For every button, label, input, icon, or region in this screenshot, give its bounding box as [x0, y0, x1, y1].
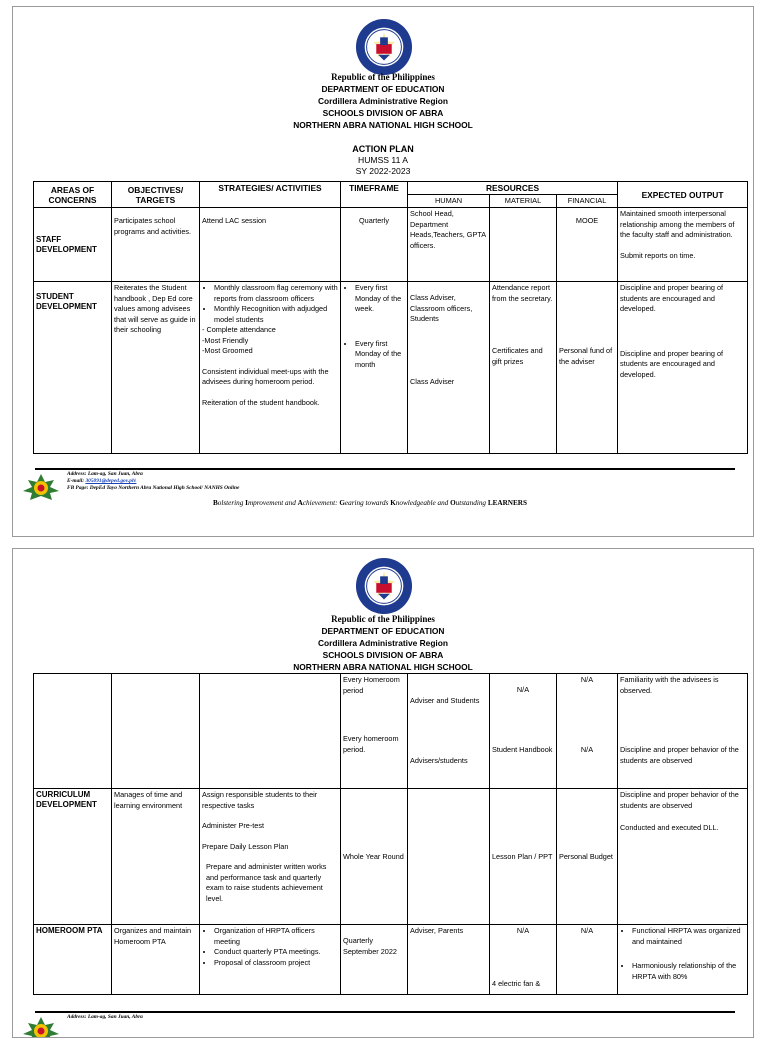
school-logo-icon: [21, 1015, 61, 1038]
financial-cell: MOOE: [557, 208, 618, 282]
header-department: DEPARTMENT OF EDUCATION: [321, 626, 445, 636]
footer-contact: [67, 471, 239, 492]
financial-cell: N/A: [557, 925, 618, 995]
strategy-line: - Complete attendance: [202, 325, 276, 334]
plan-year: SY 2022-2023: [355, 166, 411, 176]
footer-fb-page: FB Page: DepEd Tayo Northern Abra National High School/ NANHS Online: [67, 485, 240, 491]
strategy-bullet: • Monthly classroom flag ceremony with reports from classroom officers: [214, 283, 338, 304]
strategy-bullet: • Organization of HRPTA officers meeting: [214, 926, 338, 947]
col-material: MATERIAL: [490, 195, 557, 208]
objective-cell: [112, 674, 200, 789]
area-cell: STAFF DEVELOPMENT: [34, 208, 112, 282]
deped-seal-icon: [355, 18, 413, 76]
human-cell: [408, 282, 490, 454]
timeframe-cell: [341, 925, 408, 995]
material-cell: [490, 789, 557, 925]
header-division: SCHOOLS DIVISION OF ABRA: [322, 650, 444, 660]
output-cell: [618, 789, 748, 925]
table-row: [34, 282, 748, 454]
human-cell: [408, 674, 490, 789]
col-objectives: OBJECTIVES/ TARGETS: [112, 182, 200, 208]
output-text: Submit reports on time.: [620, 250, 696, 260]
document-header: [13, 71, 753, 131]
strategy-bullet: • Proposal of classroom project: [214, 958, 338, 969]
timeframe-cell: [341, 282, 408, 454]
footer-email-link[interactable]: 305091@deped.gov.ph\: [85, 478, 137, 484]
footer-address: Address: Lam-ag, San Juan, Abra: [67, 471, 143, 477]
objective-cell: Manages of time and learning environment: [112, 789, 200, 925]
output-text: Maintained smooth interpersonal relationship among the members of the faculty staff and administration.: [620, 209, 735, 239]
strategy-cell: [200, 789, 341, 925]
footer-address: Address: Lam-ag, San Juan, Abra: [67, 1014, 143, 1020]
timeframe-cell: [341, 674, 408, 789]
school-logo-icon: [21, 472, 61, 502]
header-department: DEPARTMENT OF EDUCATION: [321, 84, 445, 94]
footer-contact: [67, 1014, 143, 1021]
material-text: Attendance report from the secretary.: [492, 283, 553, 303]
material-cell: [490, 925, 557, 995]
timeframe-text: Whole Year Round: [343, 852, 404, 861]
timeframe-text: Every Homeroom period: [343, 675, 400, 695]
strategy-cell: [200, 674, 341, 789]
area-cell: CURRICULUM DEVELOPMENT: [34, 789, 112, 925]
timeframe-bullet: • Every first Monday of the month: [355, 339, 405, 371]
timeframe-text: Quarterly September 2022: [343, 936, 397, 956]
table-row: [34, 208, 748, 282]
material-cell: [490, 674, 557, 789]
strategy-line: Assign responsible students to their respective tasks: [202, 790, 318, 810]
output-cell: [618, 282, 748, 454]
timeframe-cell: Quarterly: [341, 208, 408, 282]
material-text: Student Handbook: [492, 744, 553, 754]
objective-cell: Participates school programs and activities.: [112, 208, 200, 282]
financial-text: Personal Budget: [559, 852, 613, 861]
area-cell: [34, 674, 112, 789]
financial-text: N/A: [580, 675, 594, 684]
output-cell: [618, 674, 748, 789]
output-text: Discipline and proper bearing of students are encouraged and developed.: [620, 348, 724, 379]
header-region: Cordillera Administrative Region: [318, 96, 448, 106]
area-cell: STUDENT DEVELOPMENT: [34, 282, 112, 454]
col-human: HUMAN: [408, 195, 490, 208]
plan-strand: HUMSS 11 A: [358, 155, 408, 165]
header-republic: Republic of the Philippines: [331, 72, 435, 82]
strategy-bullet: • Monthly Recognition with adjudged model students: [214, 304, 338, 325]
strategy-line: Prepare Daily Lesson Plan: [202, 841, 289, 851]
output-text: Discipline and proper bearing of students are encouraged and developed.: [620, 283, 724, 313]
header-school: NORTHERN ABRA NATIONAL HIGH SCHOOL: [293, 120, 473, 130]
table-row: [34, 925, 748, 995]
strategy-cell: Attend LAC session: [200, 208, 341, 282]
col-resources: RESOURCES: [408, 182, 618, 195]
human-text: Adviser and Students: [410, 696, 480, 705]
output-text: Discipline and proper behavior of the students are observed: [620, 790, 739, 810]
human-cell: [408, 789, 490, 925]
action-plan-table-continued: [33, 673, 748, 995]
plan-title: ACTION PLAN: [352, 144, 414, 154]
financial-cell: [557, 674, 618, 789]
output-cell: [618, 925, 748, 995]
header-republic: Republic of the Philippines: [331, 614, 435, 624]
timeframe-cell: [341, 789, 408, 925]
human-text: Class Adviser: [410, 376, 455, 386]
document-page-2: [12, 548, 754, 1038]
document-header: [13, 613, 753, 673]
human-text: Advisers/students: [410, 755, 468, 765]
strategy-bullet: • Conduct quarterly PTA meetings.: [214, 947, 338, 958]
strategy-line: Prepare and administer written works and performance task and quarterly exam to raise students achievement level.: [206, 862, 327, 903]
human-text: Class Adviser, Classroom officers, Students: [410, 293, 473, 323]
financial-cell: [557, 282, 618, 454]
col-expected-output: EXPECTED OUTPUT: [618, 182, 748, 208]
output-text: Conducted and executed DLL.: [620, 823, 719, 832]
objective-cell: Reiterates the Student handbook , Dep Ed core values among advisees that will serve as guide in their schooling: [112, 282, 200, 454]
strategy-line: Administer Pre-test: [202, 821, 265, 830]
financial-text: Personal fund of the adviser: [559, 346, 613, 366]
footer-email-label: E-mail:: [67, 478, 85, 484]
area-cell: HOMEROOM PTA: [34, 925, 112, 995]
objective-cell: Organizes and maintain Homeroom PTA: [112, 925, 200, 995]
material-text: Lesson Plan / PPT: [492, 852, 553, 861]
material-text: Certificates and gift prizes: [492, 346, 543, 366]
financial-text: N/A: [580, 744, 594, 754]
timeframe-bullet: • Every first Monday of the week.: [355, 283, 405, 315]
header-region: Cordillera Administrative Region: [318, 638, 448, 648]
col-financial: FINANCIAL: [557, 195, 618, 208]
table-row: [34, 674, 748, 789]
human-cell: School Head, Department Heads,Teachers, GPTA officers.: [408, 208, 490, 282]
header-division: SCHOOLS DIVISION OF ABRA: [322, 108, 444, 118]
output-bullet: • Functional HRPTA was organized and maintained: [632, 926, 745, 947]
document-page-1: [12, 6, 754, 537]
footer-rule: [35, 468, 735, 470]
financial-cell: [557, 789, 618, 925]
strategy-cell: [200, 925, 341, 995]
col-timeframe: TIMEFRAME: [341, 182, 408, 208]
human-cell: Adviser, Parents: [408, 925, 490, 995]
strategy-line: Consistent individual meet-ups with the advisees during homeroom period.: [202, 366, 329, 386]
output-text: Discipline and proper behavior of the students are observed: [620, 745, 739, 765]
material-text: N/A: [516, 926, 530, 935]
deped-seal-icon: [355, 557, 413, 615]
output-text: Familiarity with the advisees is observed.: [620, 675, 719, 695]
footer-rule: [35, 1011, 735, 1013]
output-cell: [618, 208, 748, 282]
plan-title-block: [13, 144, 753, 177]
material-text: 4 electric fan &: [492, 978, 541, 988]
output-bullet: • Harmoniously relationship of the HRPTA with 80%: [632, 961, 745, 982]
strategy-line: -Most Groomed: [202, 346, 253, 355]
material-text: N/A: [516, 685, 530, 694]
table-row: [34, 789, 748, 925]
footer-motto: Bolstering Improvement and Achievement: Gearing towards Knowledgeable and Outstanding LEARNERS: [213, 499, 527, 507]
material-cell: [490, 208, 557, 282]
col-areas: AREAS OF CONCERNS: [34, 182, 112, 208]
col-strategies: STRATEGIES/ ACTIVITIES: [200, 182, 341, 208]
strategy-line: -Most Friendly: [202, 335, 249, 345]
action-plan-table: [33, 181, 748, 454]
strategy-line: Reiteration of the student handbook.: [202, 397, 320, 407]
strategy-cell: [200, 282, 341, 454]
timeframe-text: Every homeroom period.: [343, 734, 399, 754]
header-school: NORTHERN ABRA NATIONAL HIGH SCHOOL: [293, 662, 473, 672]
material-cell: [490, 282, 557, 454]
